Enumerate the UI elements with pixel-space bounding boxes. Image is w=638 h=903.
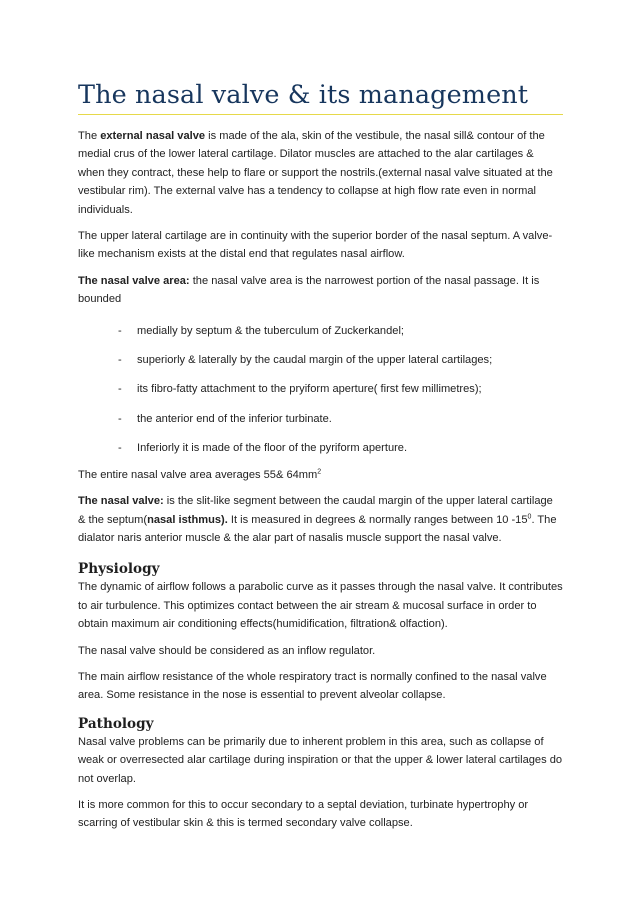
text-run: the nasal valve area is the narrowest portion of the nasal passage. It is bounded [78,274,540,306]
list-item [78,439,563,457]
text-run: is made of the ala, skin of the vestibule, the nasal sill& contour of the medial crus of the lower lateral cartilage. Dilator muscles are attached to the alar cartilages & when they contract, these help to flare or support the nostrils.(external nasal valve situated at the vestibular rim). The external valve has a tendency to collapse at high flow rate even in normal individuals. [78,130,553,216]
text-run: is the slit-like segment between the caudal margin of the upper lateral cartilage & the septum( [78,495,553,526]
list-item [78,351,563,369]
bullet-dash: - [118,412,122,425]
text-run: The entire nasal valve area averages 55& 64mm [78,468,318,481]
superscript: 0 [527,512,532,520]
text-run: The [78,130,101,142]
bullet-dash: - [118,442,122,455]
bold-term-nasal-valve-area: The nasal valve area: [78,274,190,287]
bold-term-nasal-valve: The nasal valve: [78,495,164,508]
physiology-paragraph-3: The main airflow resistance of the whole respiratory tract is normally confined to the nasal valve area. Some resistance in the nose is essential to prevent alveolar collapse. [78,670,547,702]
text-run: It is measured in degrees & normally ranges between 10 -15 [227,513,528,526]
list-item-text: its fibro-fatty attachment to the pryiform aperture( first few millimetres); [137,383,482,396]
page-title: The nasal valve & its management [78,80,563,115]
section-heading-physiology: Physiology [78,561,160,578]
bullet-dash: - [118,354,122,367]
list-item-text: medially by septum & the tuberculum of Zuckerkandel; [137,324,404,337]
list-item [78,322,563,340]
list-item-text: Inferiorly it is made of the floor of the pyriform aperture. [137,442,408,455]
superscript: 2 [317,468,322,475]
valve-area-average-paragraph [78,466,563,484]
pathology-paragraph-1: Nasal valve problems can be primarily due to inherent problem in this area, such as collapse of weak or overresected alar cartilage during inspiration or that the upper & lower lateral cartilages do not overlap. [78,735,563,785]
physiology-paragraph-1: The dynamic of airflow follows a parabolic curve as it passes through the nasal valve. It contributes to air turbulence. This optimizes contact between the air stream & mucosal surface in order to obtain maximum air conditioning effects(humidification, filtration& olfaction). [78,581,563,631]
list-item-text: superiorly & laterally by the caudal margin of the upper lateral cartilages; [137,354,493,367]
list-item-text: the anterior end of the inferior turbinate. [137,412,332,425]
bullet-dash: - [118,324,122,337]
text-run: . The dialator naris anterior muscle & the alar part of nasalis muscle support the nasal valve. [78,513,557,544]
bullet-dash: - [118,383,122,396]
valve-area-boundaries-list [78,322,563,458]
bold-term-nasal-isthmus: nasal isthmus). [147,513,228,526]
pathology-paragraph-2: It is more common for this to occur secondary to a septal deviation, turbinate hypertrophy or scarring of vestibular skin & this is termed secondary valve collapse. [78,798,529,830]
physiology-paragraph-2: The nasal valve should be considered as an inflow regulator. [78,644,376,657]
list-item [78,380,563,398]
intro-paragraph-upper-lateral: The upper lateral cartilage are in continuity with the superior border of the nasal septum. A valve-like mechanism exists at the distal end that regulates nasal airflow. [78,230,553,261]
document-body [78,80,563,833]
nasal-valve-paragraph [78,492,563,547]
intro-paragraph-external-valve [78,127,563,219]
valve-area-paragraph [78,272,563,309]
bold-term-external-nasal-valve: external nasal valve [100,130,206,142]
section-heading-pathology: Pathology [78,715,154,732]
list-item [78,410,563,428]
